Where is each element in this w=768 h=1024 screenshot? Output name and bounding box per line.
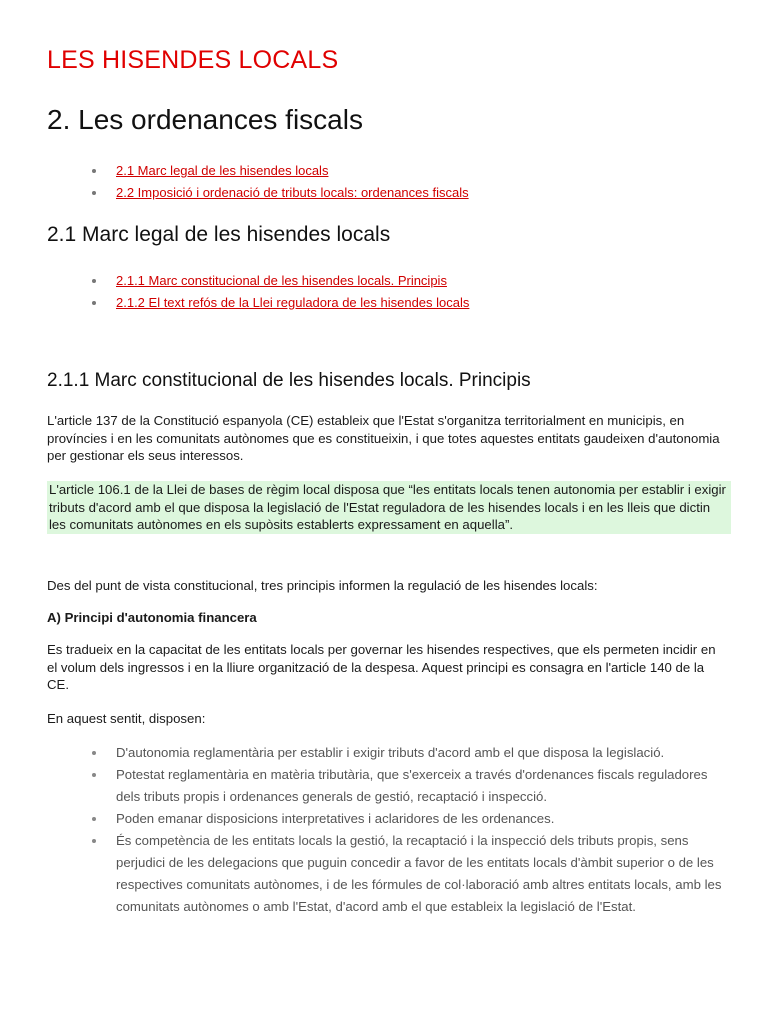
list-item: Potestat reglamentària en matèria tributària, que s'exerceix a través d'ordenances fiscals reguladores dels tributs propis i ordenances generals de gestió, recaptació i inspecció. bbox=[47, 764, 727, 808]
subsection-title: 2.1 Marc legal de les hisendes locals bbox=[47, 223, 391, 246]
paragraph-article-137: L'article 137 de la Constitució espanyola (CE) estableix que l'Estat s'organitza territorialment en municipis, en províncies i en les comunitats autònomes que es constitueixin, i que totes aquestes entitats gaudeixen d'autonomia per gestionar els seus interessos. bbox=[47, 413, 720, 463]
section-title: 2. Les ordenances fiscals bbox=[47, 104, 363, 135]
toc-item bbox=[47, 184, 469, 206]
paragraph-article-106-highlight: L'article 106.1 de la Llei de bases de règim local disposa que “les entitats locals tenen autonomia per establir i exigir tributs d'acord amb el que disposa la legislació de l'Estat reguladora de les hisendes locals i en les lleis que dictin les comunitats autònomes en els supòsits establerts expressament en aquella”. bbox=[47, 481, 731, 534]
subsubsection-title: 2.1.1 Marc constitucional de les hisendes locals. Principis bbox=[47, 370, 531, 391]
subsection-toc bbox=[47, 272, 469, 316]
section-toc bbox=[47, 162, 469, 206]
list-item: És competència de les entitats locals la gestió, la recaptació i la inspecció dels tributs propis, sens perjudici de les delegacions que puguin concedir a favor de les entitats locals d'àmbit superior o de les respectives comunitats autònomes, i de les fórmules de col·laboració amb altres entitats locals, amb les comunitats autònomes o amb l'Estat, d'acord amb el que estableix la legislació de l'Estat. bbox=[47, 830, 727, 918]
toc-item bbox=[47, 162, 469, 184]
document-title: LES HISENDES LOCALS bbox=[47, 46, 339, 74]
list-item: Poden emanar disposicions interpretatives i aclaridores de les ordenances. bbox=[47, 808, 727, 830]
toc-link-2-2[interactable]: 2.2 Imposició i ordenació de tributs locals: ordenances fiscals bbox=[116, 185, 469, 200]
paragraph-in-this-sense: En aquest sentit, disposen: bbox=[47, 711, 206, 726]
toc-item bbox=[47, 294, 469, 316]
toc-item bbox=[47, 272, 469, 294]
list-item: D'autonomia reglamentària per establir i exigir tributs d'acord amb el que disposa la legislació. bbox=[47, 742, 727, 764]
paragraph-financial-autonomy: Es tradueix en la capacitat de les entitats locals per governar les hisendes respectives, que els permeten incidir en el volum dels ingressos i en la lliure organització de la despesa. Aquest principi es consagra en l'article 140 de la CE. bbox=[47, 642, 716, 692]
toc-link-2-1-1[interactable]: 2.1.1 Marc constitucional de les hisendes locals. Principis bbox=[116, 273, 447, 288]
toc-link-2-1-2[interactable]: 2.1.2 El text refós de la Llei reguladora de les hisendes locals bbox=[116, 295, 470, 310]
paragraph-principles-intro: Des del punt de vista constitucional, tres principis informen la regulació de les hisendes locals: bbox=[47, 578, 598, 593]
toc-link-2-1[interactable]: 2.1 Marc legal de les hisendes locals bbox=[116, 163, 329, 178]
principle-heading-financial-autonomy: A) Principi d'autonomia financera bbox=[47, 610, 257, 625]
powers-list bbox=[47, 742, 727, 918]
